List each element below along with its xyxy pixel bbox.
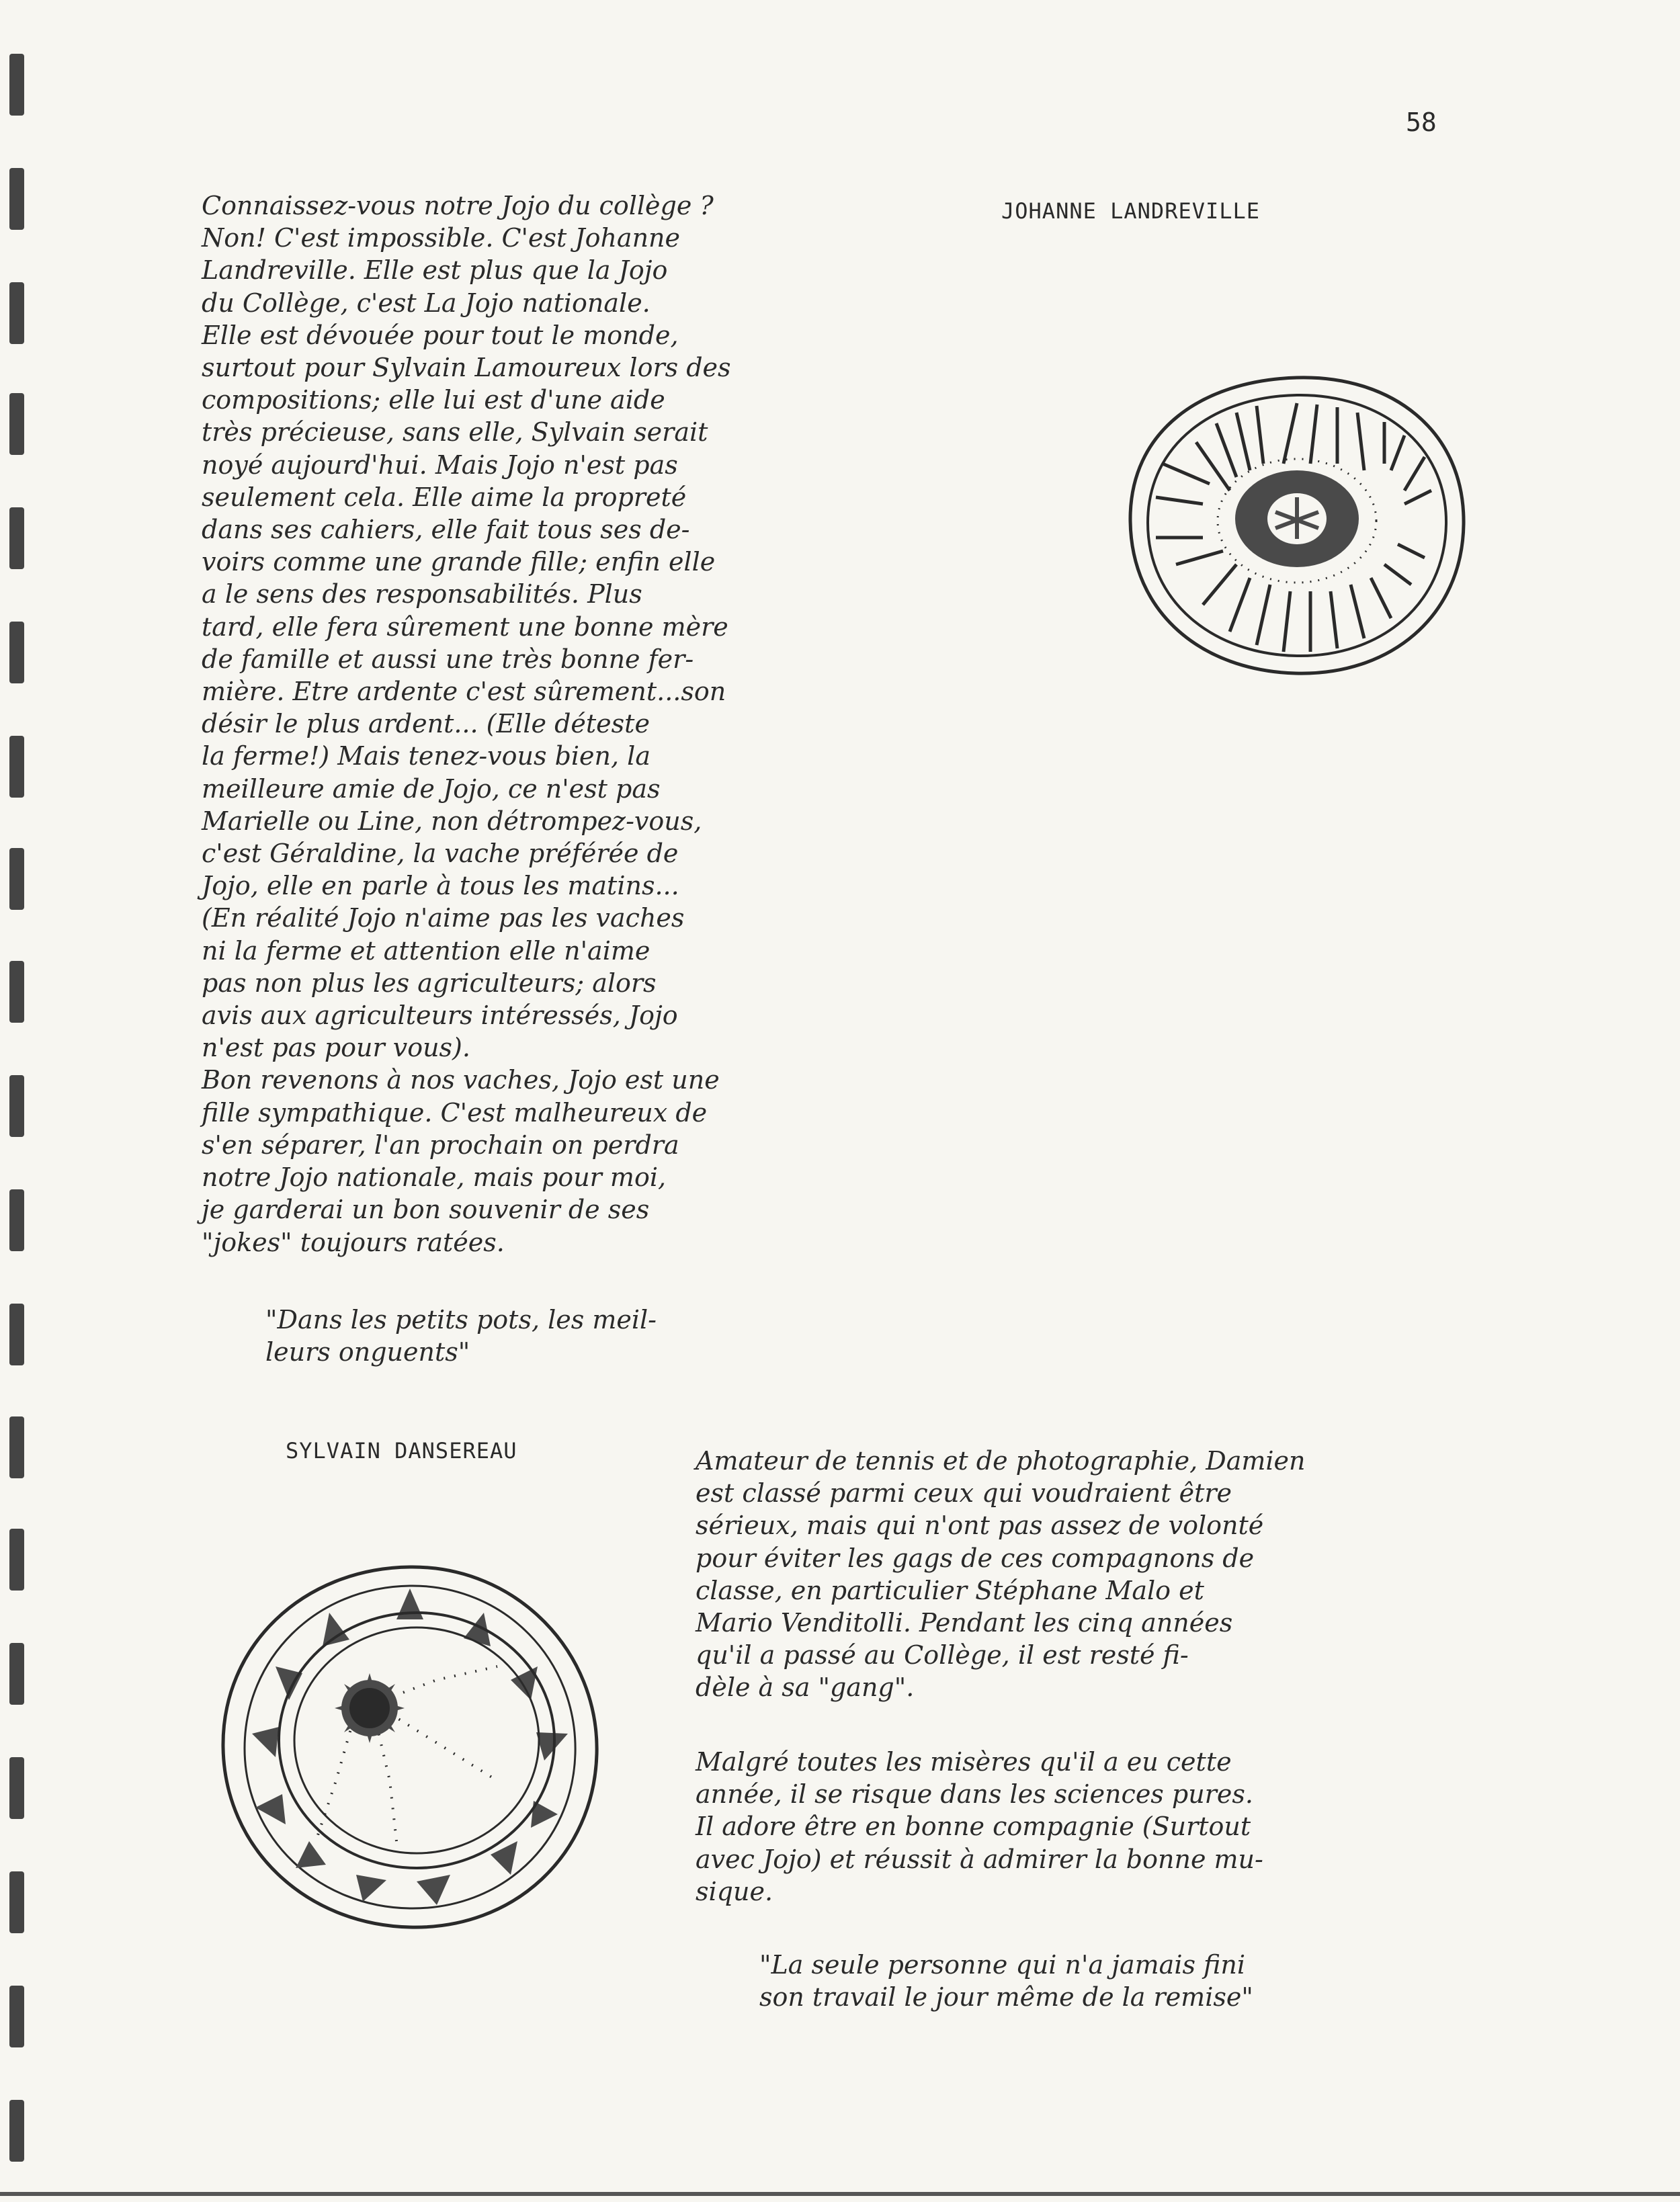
- profile-1-name: JOHANNE LANDREVILLE: [1001, 198, 1261, 224]
- page-number: 58: [1406, 108, 1437, 137]
- profile-2-name: SYLVAIN DANSEREAU: [286, 1438, 517, 1464]
- page-bottom-edge: [0, 2192, 1680, 2196]
- profile-2-text-1: Amateur de tennis et de photographie, Damien est classé parmi ceux qui voudraient être sérieux, mais qui n'ont pas assez de volonté pour éviter les gags de ces compagnons de classe, en particulier Stéphane Malo et Mario Venditolli. Pendant les cinq années qu'il a passé au Collège, il est resté fi- dèle à sa "gang".: [696, 1446, 1306, 1703]
- profile-1-quote: "Dans les petits pots, les meil- leurs onguents": [265, 1305, 657, 1367]
- profile-2-quote: "La seule personne qui n'a jamais fini son travail le jour même de la remise": [759, 1950, 1253, 2013]
- clock-drawing: [1116, 363, 1478, 685]
- binding-holes: [9, 0, 26, 2202]
- sun-drawing: [215, 1559, 605, 1935]
- profile-2-text-2: Malgré toutes les misères qu'il a eu cette année, il se risque dans les sciences pures. Il adore être en bonne compagnie (Surtout avec Jojo) et réussit à admirer la bonne mu- sique.: [696, 1747, 1263, 1906]
- profile-1-text: Connaissez-vous notre Jojo du collège ? Non! C'est impossible. C'est Johanne Landreville. Elle est plus que la Jojo du Collège, c'est La Jojo nationale. Elle est dévouée pour tout le monde, surtout pour Sylvain Lamoureux lors des compositions; elle lui est d'une aide très précieuse, sans elle, Sylvain serait noyé aujourd'hui. Mais Jojo n'est pas seulement cela. Elle aime la propreté dans ses cahiers, elle fait tous ses de- voirs comme une grande fille; enfin elle a le sens des responsabilités. Plus tard, elle fera sûrement une bonne mère de famille et aussi une très bonne fer- mière. Etre ardente c'est sûrement...son désir le plus ardent... (Elle déteste la ferme!) Mais tenez-vous bien, la meilleure amie de Jojo, ce n'est pas Marielle ou Line, non détrompez-vous, c'est Géraldine, la vache préférée de Jojo, elle en parle à tous les matins... (En réalité Jojo n'aime pas les vaches ni la ferme et attention elle n'aime pas non plus les agriculteurs; alors avis aux agriculteurs intéressés, Jojo n'est pas pour vous). Bon revenons à nos vaches, Jojo est une fille sympathique. C'est malheureux de s'en séparer, l'an prochain on perdra notre Jojo nationale, mais pour moi, je garderai un bon souvenir de ses "jokes" toujours ratées.: [202, 191, 731, 1257]
